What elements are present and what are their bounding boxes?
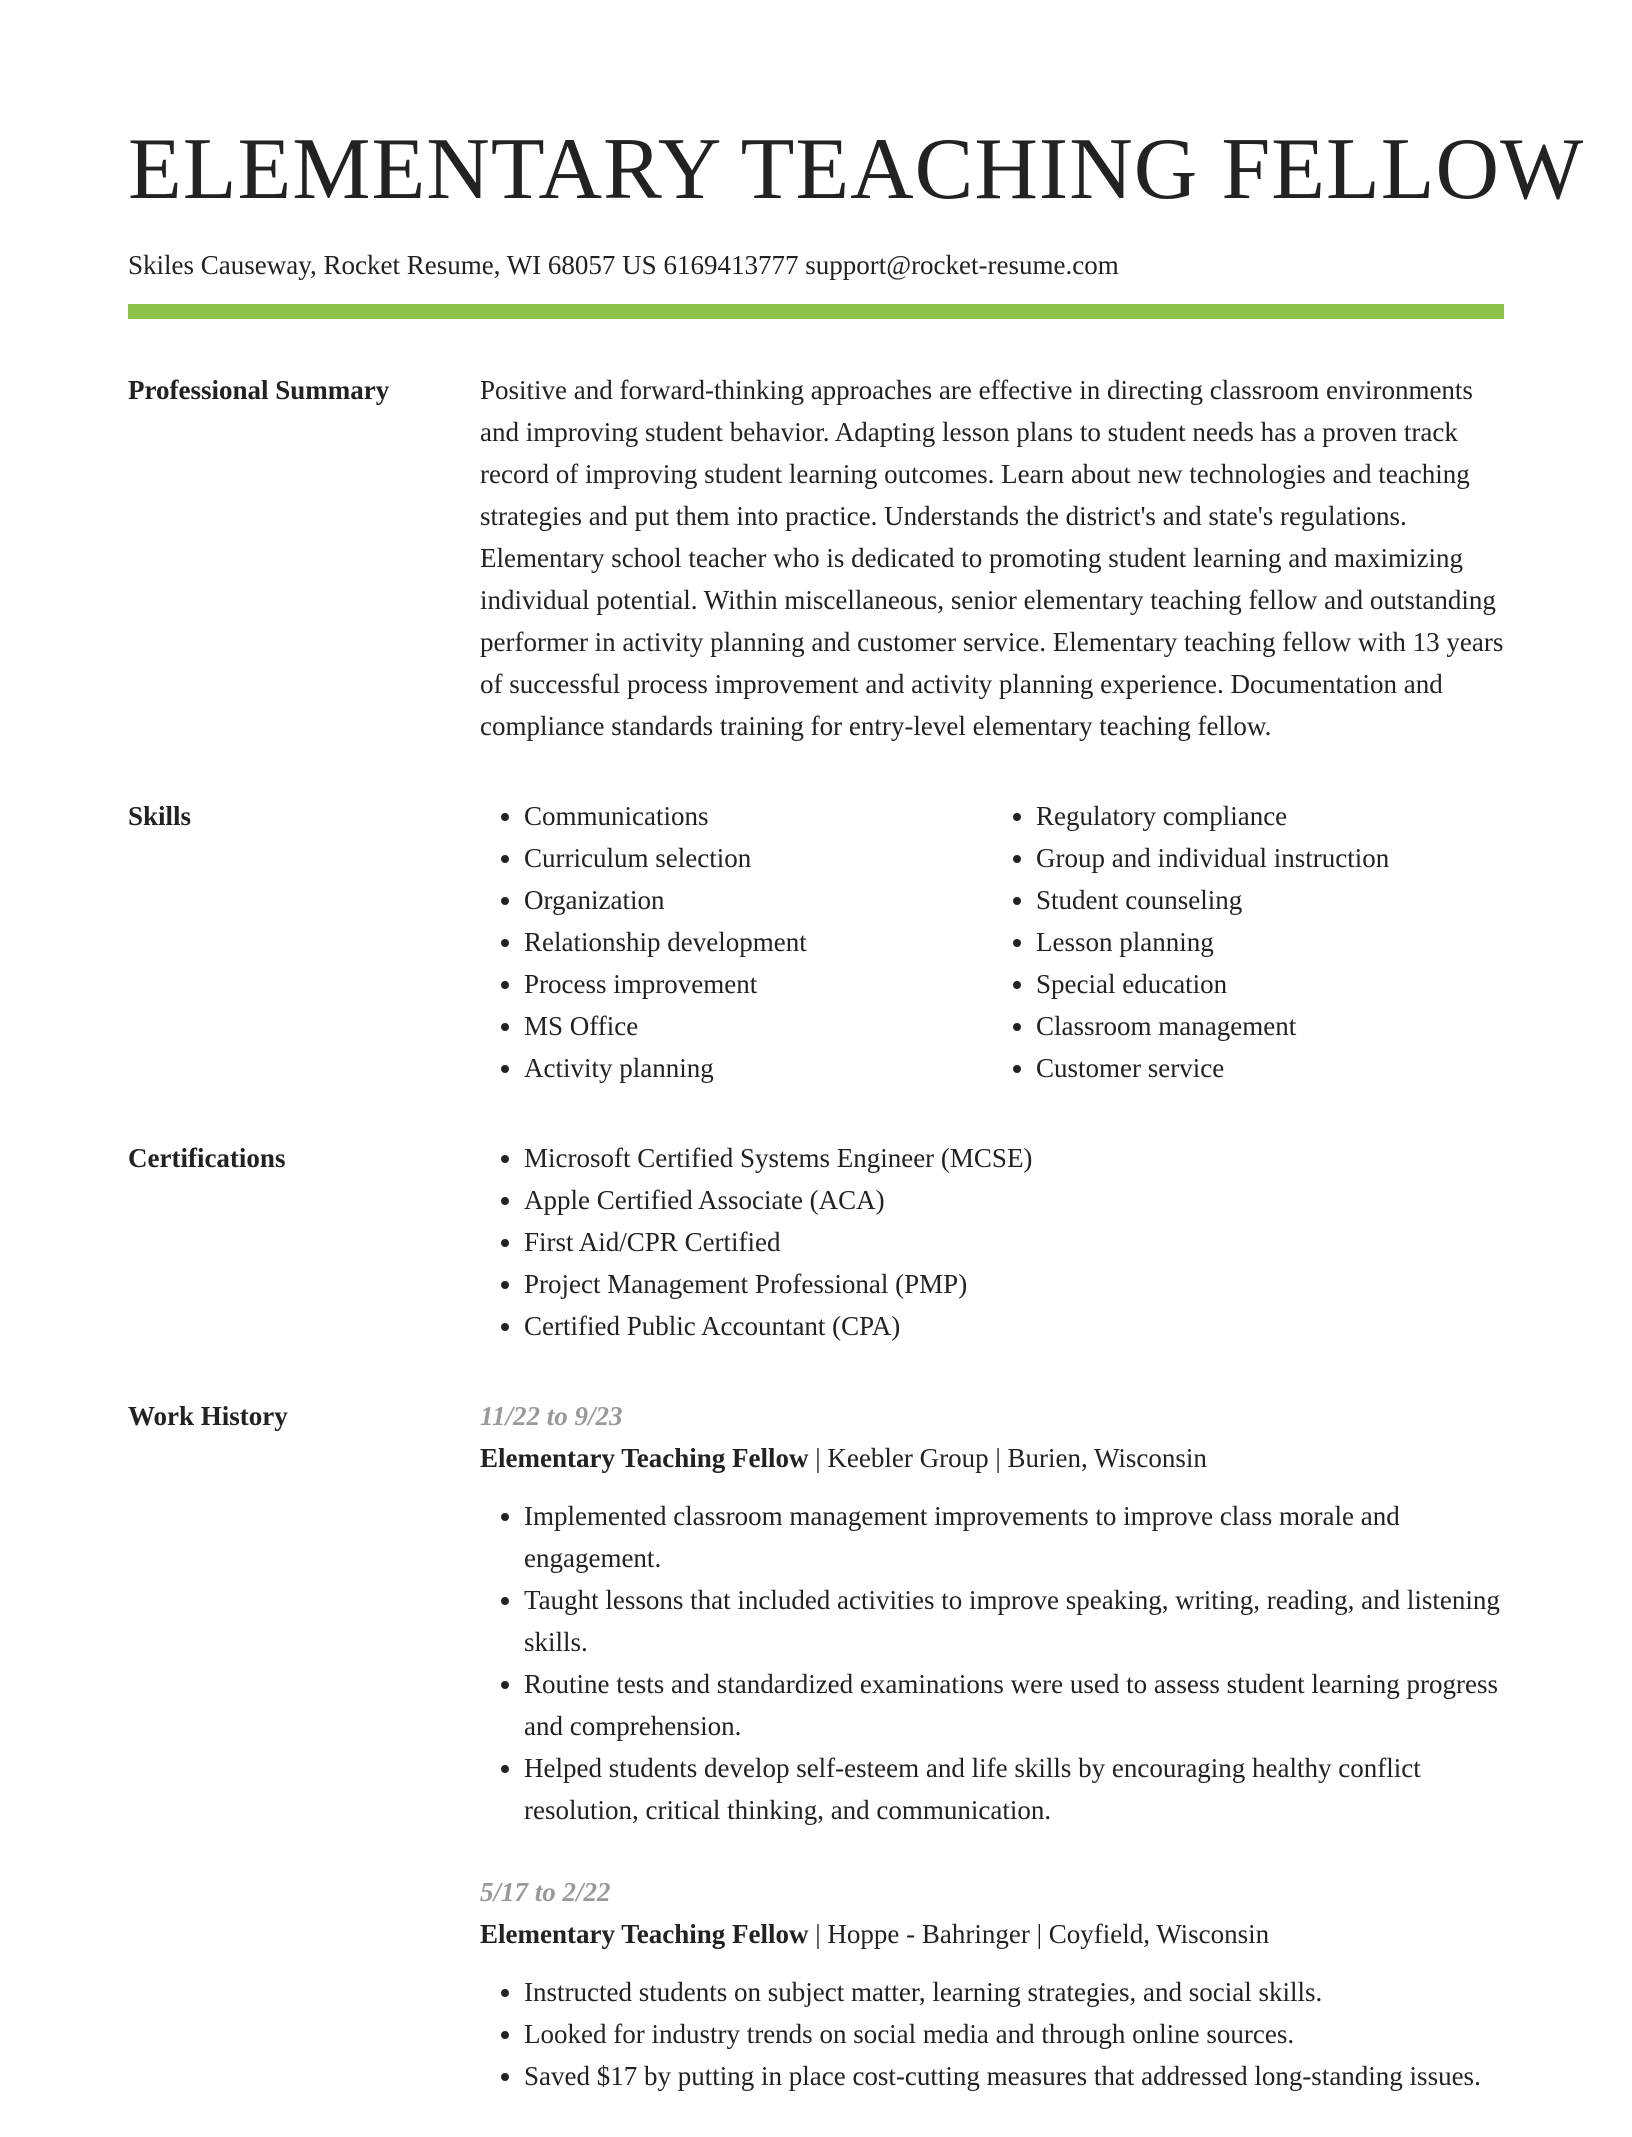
job-entry bbox=[480, 1395, 1504, 1831]
skills-list-right bbox=[992, 795, 1504, 1089]
job-separator: | bbox=[808, 1919, 828, 1949]
job-company: Hoppe - Bahringer bbox=[827, 1919, 1030, 1949]
job-bullet: • Routine tests and standardized examinations were used to assess student learning progress and comprehension. bbox=[524, 1663, 1504, 1747]
job-separator: | bbox=[988, 1443, 1008, 1473]
skill-item: • Communications bbox=[524, 795, 992, 837]
contact-line bbox=[128, 248, 1504, 282]
job-title-line bbox=[480, 1437, 1504, 1479]
job-bullets bbox=[480, 1971, 1504, 2097]
job-bullet: • Taught lessons that included activities to improve speaking, writing, reading, and listening skills. bbox=[524, 1579, 1504, 1663]
job-bullet: • Implemented classroom management improvements to improve class morale and engagement. bbox=[524, 1495, 1504, 1579]
skill-item: • Group and individual instruction bbox=[1036, 837, 1504, 879]
skills-section bbox=[128, 795, 1504, 1089]
contact-phone: 6169413777 bbox=[663, 250, 806, 280]
skills-list-left bbox=[480, 795, 992, 1089]
job-role: Elementary Teaching Fellow bbox=[480, 1443, 809, 1473]
certifications-list bbox=[480, 1137, 1504, 1347]
skill-item: • MS Office bbox=[524, 1005, 992, 1047]
skill-item: • Classroom management bbox=[1036, 1005, 1504, 1047]
skill-item: • Special education bbox=[1036, 963, 1504, 1005]
job-location: Burien, Wisconsin bbox=[1007, 1443, 1207, 1473]
summary-text: Positive and forward-thinking approaches are effective in directing classroom environments and improving student behavior. Adapting lesson plans to student needs has a proven track record of improving student learning outcomes. Learn about new technologies and teaching strategies and put them into practice. Understands the district's and state's regulations. Elementary school teacher who is dedicated to promoting student learning and maximizing individual potential. Within miscellaneous, senior elementary teaching fellow and outstanding performer in activity planning and customer service. Elementary teaching fellow with 13 years of successful process improvement and activity planning experience. Documentation and compliance standards training for entry-level elementary teaching fellow. bbox=[480, 375, 1504, 741]
job-location: Coyfield, Wisconsin bbox=[1048, 1919, 1270, 1949]
job-bullets bbox=[480, 1495, 1504, 1831]
certification-item: • First Aid/CPR Certified bbox=[524, 1221, 1504, 1263]
job-entry bbox=[480, 1871, 1504, 2097]
header-divider bbox=[128, 304, 1504, 319]
skill-item: • Organization bbox=[524, 879, 992, 921]
certification-item: • Certified Public Accountant (CPA) bbox=[524, 1305, 1504, 1347]
job-bullet: • Looked for industry trends on social media and through online sources. bbox=[524, 2013, 1504, 2055]
certification-item: • Microsoft Certified Systems Engineer (MCSE) bbox=[524, 1137, 1504, 1179]
job-bullet: • Saved $17 by putting in place cost-cutting measures that addressed long-standing issues. bbox=[524, 2055, 1504, 2097]
resume-title: ELEMENTARY TEACHING FELLOW bbox=[128, 121, 1585, 218]
job-title-line bbox=[480, 1913, 1504, 1955]
job-bullet: • Helped students develop self-esteem and life skills by encouraging healthy conflict resolution, critical thinking, and communication. bbox=[524, 1747, 1504, 1831]
skill-item: • Student counseling bbox=[1036, 879, 1504, 921]
skill-item: • Lesson planning bbox=[1036, 921, 1504, 963]
skill-item: • Relationship development bbox=[524, 921, 992, 963]
job-separator: | bbox=[1029, 1919, 1049, 1949]
skill-item: • Regulatory compliance bbox=[1036, 795, 1504, 837]
job-separator: | bbox=[808, 1443, 828, 1473]
skill-item: • Process improvement bbox=[524, 963, 992, 1005]
section-label-certifications: Certifications bbox=[128, 1143, 286, 1173]
skill-item: • Customer service bbox=[1036, 1047, 1504, 1089]
summary-section bbox=[128, 369, 1504, 747]
job-company: Keebler Group bbox=[827, 1443, 989, 1473]
section-label-summary: Professional Summary bbox=[128, 375, 390, 405]
job-dates: 5/17 to 2/22 bbox=[480, 1877, 611, 1907]
skill-item: • Activity planning bbox=[524, 1047, 992, 1089]
job-bullet: • Instructed students on subject matter, learning strategies, and social skills. bbox=[524, 1971, 1504, 2013]
job-dates: 11/22 to 9/23 bbox=[480, 1401, 623, 1431]
contact-email: support@rocket-resume.com bbox=[805, 250, 1119, 280]
skill-item: • Curriculum selection bbox=[524, 837, 992, 879]
certification-item: • Project Management Professional (PMP) bbox=[524, 1263, 1504, 1305]
certifications-section bbox=[128, 1137, 1504, 1347]
section-label-skills: Skills bbox=[128, 801, 192, 831]
section-label-work-history: Work History bbox=[128, 1401, 288, 1431]
certification-item: • Apple Certified Associate (ACA) bbox=[524, 1179, 1504, 1221]
contact-address: Skiles Causeway, Rocket Resume, WI 68057 US bbox=[128, 250, 664, 280]
job-role: Elementary Teaching Fellow bbox=[480, 1919, 809, 1949]
work-history-section bbox=[128, 1395, 1504, 2137]
